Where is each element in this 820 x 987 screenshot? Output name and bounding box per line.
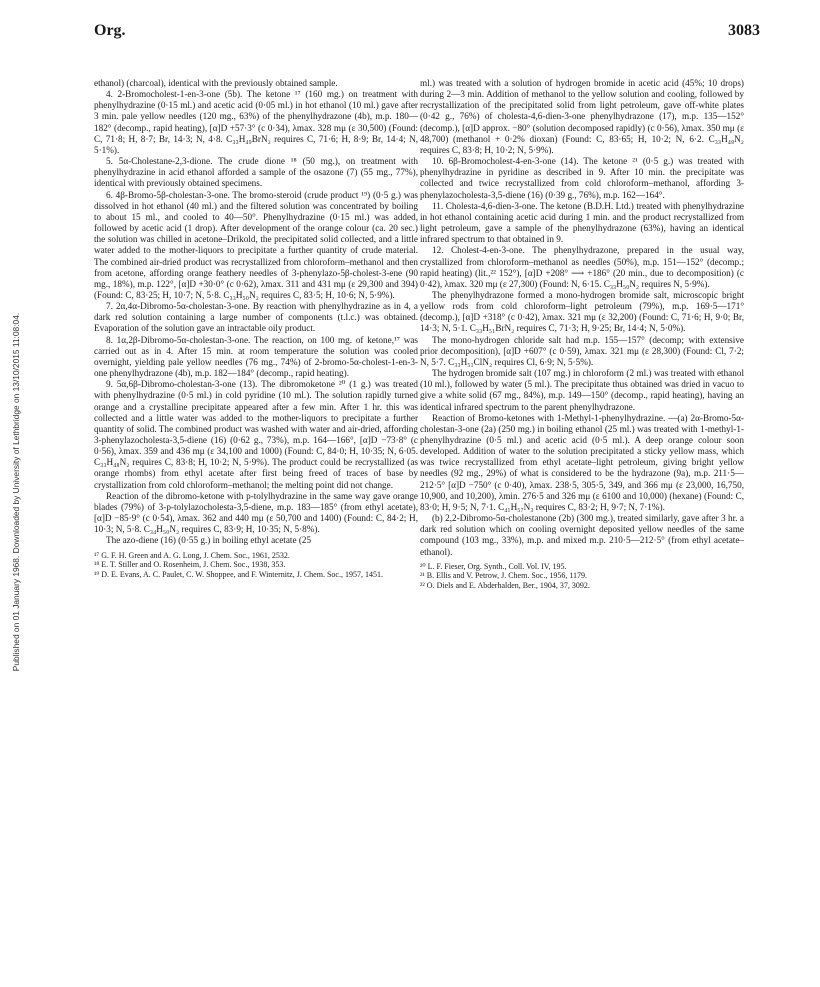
paragraph: Reaction of Bromo-ketones with 1-Methyl-1-phenylhydrazine. —(a) 2α-Bromo-5α-cholestan-3-one (2a) (250 mg.) in boiling ethanol (25 ml.) was treated with 1-methyl-1-phenylhydrazine (0·5 ml.) and acetic acid (0·5 ml.). A deep orange colour soon developed. Addition of water to the solution precipitated a sticky yellow mass, which was twice recrystallized from ethyl acetate–light petroleum, giving bright yellow needles (92 mg., 29%) of what is considered to be the hydrazone (9a), m.p. 211·5—212·5° [α]D −750° (c 0·40), λmax. 238·5, 305·5, 349, and 366 mμ (ε 23,000, 16,750, 10,900, and 10,200), λmin. 276·5 and 326 mμ (ε 6100 and 10,000) (hexane) (Found: C, 83·0; H, 9·5; N, 7·1. C₄₁H₅₇N₃ requires C, 83·2; H, 9·7; N, 7·1%). bbox=[420, 412, 744, 512]
paragraph: 11. Cholesta-4,6-dien-3-one. The ketone (B.D.H. Ltd.) treated with phenylhydrazine in hot ethanol containing acetic acid during 1 min. and the product recrystallized from light petroleum, gave a sample of the phenylhydrazone (63%), having an identical infrared spectrum to that obtained in 9. bbox=[420, 200, 744, 245]
paragraph: The hydrogen bromide salt (107 mg.) in chloroform (2 ml.) was treated with ethanol (10 ml.), followed by water (5 ml.). The precipitate thus obtained was dried in vacuo to give a white solid (67 mg., 84%), m.p. 149—150° (decomp., rapid heating), having an identical infrared spectrum to the parent phenylhydrazone. bbox=[420, 368, 744, 412]
footnote: ¹⁸ E. T. Stiller and O. Rosenheim, J. Chem. Soc., 1938, 353. bbox=[94, 560, 286, 570]
footnote: ²⁰ L. F. Fieser, Org. Synth., Coll. Vol. IV, 195. bbox=[420, 561, 567, 571]
paragraph: The azo-diene (16) (0·55 g.) in boiling ethyl acetate (25 bbox=[106, 535, 312, 546]
download-notice-text: Published on 01 January 1968. Downloaded by University of Lethbridge on 13/10/2015 11:08:04. bbox=[11, 312, 21, 672]
paragraph: 10. 6β-Bromocholest-4-en-3-one (14). The ketone ²¹ (0·5 g.) was treated with phenylhydrazine in pyridine as described in 9. After 10 min. the precipitate was collected and twice recrystallized from cold chloroform–methanol, affording 3-phenylazocholesta-3,5-diene (16) (0·39 g., 76%), m.p. 162—164°. bbox=[420, 156, 744, 200]
paragraph: (b) 2,2-Dibromo-5α-cholestanone (2b) (300 mg.), treated similarly, gave after 3 hr. a dark red solution which on cooling overnight deposited yellow needles of the same compound (103 mg., 33%), m.p. and mixed m.p. 210·5—212·5° (from ethyl acetate–ethanol). bbox=[420, 513, 744, 557]
paragraph: 12. Cholest-4-en-3-one. The phenylhydrazone, prepared in the usual way, crystallized from chloroform–methanol as needles (50%), m.p. 151—152° (decomp.; rapid heating) (lit.,²² 152°), [α]D +208° ⟶ +186° (20 min., due to decomposition) (c 0·42), λmax. 320 mμ (ε 27,300) (Found: N, 6·15. C₃₃H₅₀N₂ requires N, 5·9%). bbox=[420, 245, 744, 289]
journal-section-label: Org. bbox=[94, 22, 126, 39]
page-number: 3083 bbox=[728, 22, 760, 39]
paragraph: ml.) was treated with a solution of hydrogen bromide in acetic acid (45%; 10 drops) during 2—3 min. Addition of methanol to the yellow solution and cooling, followed by recrystallization of the precipitated solid from light petroleum, gave off-white plates (0·42 g., 76%) of cholesta-4,6-dien-3-one phenylhydrazone (17), m.p. 135—152° (decomp.), [α]D approx. −80° (solution decomposed rapidly) (c 0·56), λmax. 350 mμ (ε 48,700) (methanol + 0·2% dioxan) (Found: C, 83·65; H, 10·2; N, 6·2. C₃₃H₄₈N₂ requires C, 83·8; H, 10·2; N, 5·9%). bbox=[420, 78, 744, 155]
paragraph: 7. 2α,4α-Dibromo-5α-cholestan-3-one. By reaction with phenylhydrazine as in 4, a dark red solution containing a large number of components (t.l.c.) was obtained. Evaporation of the solution gave an intractable oily product. bbox=[94, 301, 418, 334]
paragraph: ethanol) (charcoal), identical with the previously obtained sample. bbox=[94, 78, 338, 88]
paragraph: 5. 5α-Cholestane-2,3-dione. The crude dione ¹⁸ (50 mg.), on treatment with phenylhydrazine in acid ethanol afforded a sample of the osazone (7) (55 mg., 77%), identical with previously obtained specimens. bbox=[94, 156, 418, 189]
footnote: ²¹ B. Ellis and V. Petrow, J. Chem. Soc., 1956, 1179. bbox=[420, 571, 588, 581]
paragraph: 4. 2-Bromocholest-1-en-3-one (5b). The ketone ¹⁷ (160 mg.) on treatment with phenylhydrazine (0·15 ml.) and acetic acid (0·05 ml.) in hot ethanol (10 ml.) gave after 3 min. pale yellow needles (120 mg., 63%) of the phenylhydrazone (4b), m.p. 180—182° (decomp., rapid heating), [α]D +57·3° (c 0·34), λmax. 328 mμ (ε 30,500) (Found: C, 71·8; H, 8·7; Br, 14·3; N, 4·8. C₃₃H₄₉BrN₂ requires C, 71·6; H, 8·9; Br, 14·4; N, 5·1%). bbox=[94, 89, 418, 155]
download-notice bbox=[10, 82, 22, 902]
paragraph: The phenylhydrazone formed a mono-hydrogen bromide salt, microscopic bright yellow rods from cold chloroform–light petroleum (79%), m.p. 169·5—171° (decomp.), [α]D +318° (c 0·42), λmax. 321 mμ (ε 32,200) (Found: C, 71·6; H, 9·0; Br, 14·3; N, 5·1. C₃₃H₅₁BrN₂ requires C, 71·3; H, 9·25; Br, 14·4; N, 5·0%). bbox=[420, 289, 744, 334]
left-footnotes bbox=[94, 551, 418, 580]
left-column bbox=[94, 78, 418, 579]
left-column-body bbox=[94, 78, 418, 547]
footnote: ¹⁷ G. F. H. Green and A. G. Long, J. Chem. Soc., 1961, 2532. bbox=[94, 550, 290, 560]
footnote: ²² O. Diels and E. Abderhalden, Ber., 1904, 37, 3092. bbox=[420, 580, 590, 590]
right-column bbox=[420, 78, 744, 591]
paragraph: Reaction of the dibromo-ketone with p-tolylhydrazine in the same way gave orange blades (79%) of 3-p-tolylazocholesta-3,5-diene, m.p. 183—185° (from ethyl acetate), [α]D −85·9° (c 0·54), λmax. 362 and 440 mμ (ε 50,700 and 1400) (Found: C, 84·2; H, 10·3; N, 5·8. C₃₄H₅₀N₂ requires C, 83·9; H, 10·35; N, 5·8%). bbox=[94, 490, 418, 535]
right-column-body bbox=[420, 78, 744, 558]
paragraph: 6. 4β-Bromo-5β-cholestan-3-one. The bromo-steroid (crude product ¹⁹) (0·5 g.) was dissolved in hot ethanol (40 ml.) and the filtered solution was concentrated by boiling to about 15 ml., and cooled to 40—50°. Phenylhydrazine (0·15 ml.) was added, followed by acetic acid (1 drop). After development of the orange colour (ca. 20 sec.) the solution was chilled in acetone–Drikold, the precipitated solid collected, and a little water added to the mother-liquors to precipitate a further quantity of crude material. The combined air-dried product was recrystallized from chloroform–methanol and then from acetone, affording orange feathery needles of 3-phenylazo-5β-cholest-3-ene (90 mg., 18%), m.p. 122°, [α]D +30·0° (c 0·62), λmax. 311 and 431 mμ (ε 29,300 and 394) (Found: C, 83·25; H, 10·7; N, 5·8. C₃₃H₅₀N₂ requires C, 83·5; H, 10·6; N, 5·9%). bbox=[94, 189, 418, 300]
right-footnotes bbox=[420, 562, 744, 591]
paragraph: 9. 5α,6β-Dibromo-cholestan-3-one (13). The dibromoketone ²⁰ (1 g.) was treated with phenylhydrazine (0·5 ml.) in cold pyridine (10 ml.). The solution rapidly turned orange and a crystalline precipitate appeared after a few min. After 1 hr. this was collected and a little water was added to the mother-liquors to precipitate a further quantity of solid. The combined product was washed with water and air-dried, affording 3-phenylazocholesta-3,5-diene (16) (0·62 g., 73%), m.p. 164—166°, [α]D −73·8° (c 0·56), λmax. 359 and 436 mμ (ε 34,100 and 1000) (Found: C, 84·0; H, 10·35; N, 6·05. C₃₃H₄₈N₂ requires C, 83·8; H, 10·2; N, 5·9%). The product could be recrystallized (as orange rhombs) from ethyl acetate after first being freed of traces of base by crystallization from cold chloroform–methanol; the melting point did not change. bbox=[94, 379, 418, 490]
footnote: ¹⁹ D. E. Evans, A. C. Paulet, C. W. Shoppee, and F. Winternitz, J. Chem. Soc., 1957, 1451. bbox=[94, 569, 383, 579]
paragraph: The mono-hydrogen chloride salt had m.p. 155—157° (decomp; with extensive prior decomposition), [α]D +607° (c 0·59), λmax. 321 mμ (ε 28,300) (Found: Cl, 7·2; N, 5·7. C₃₃H₅₁ClN₂ requires Cl, 6·9; N, 5·5%). bbox=[420, 334, 744, 367]
paragraph: 8. 1α,2β-Dibromo-5α-cholestan-3-one. The reaction, on 100 mg. of ketone,¹⁷ was carried out as in 4. After 15 min. at room temperature the solution was cooled overnight, yielding pale yellow needles (76 mg., 74%) of 2-bromo-5α-cholest-1-en-3-one phenylhydrazone (4b), m.p. 182—184° (decomp., rapid heating). bbox=[94, 334, 418, 379]
